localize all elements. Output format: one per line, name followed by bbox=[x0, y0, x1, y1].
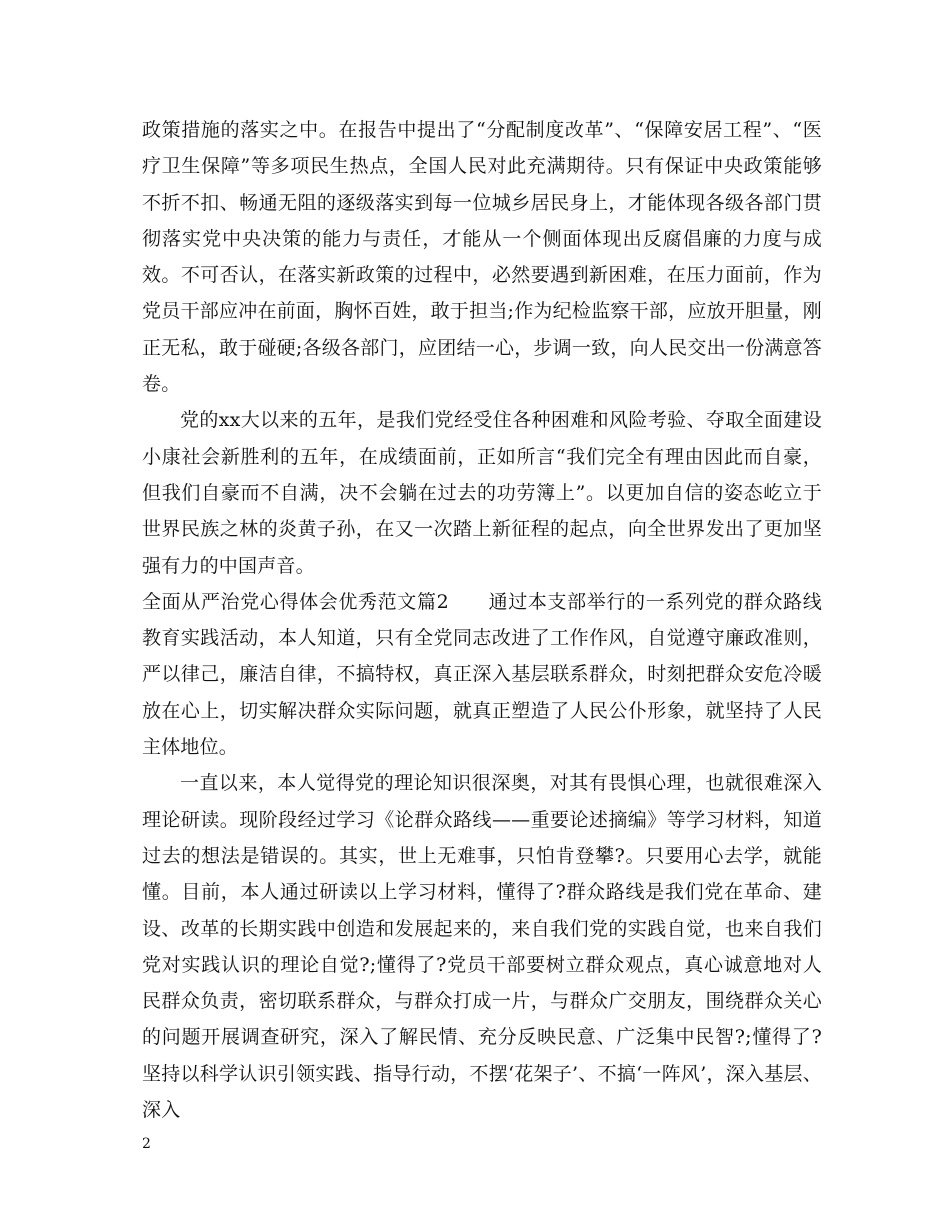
page-number: 2 bbox=[142, 1136, 151, 1152]
paragraph: 全面从严治党心得体会优秀范文篇2 通过本支部举行的一系列党的群众路线教育实践活动，本人知道，只有全党同志改进了工作作风，自觉遵守廉政准则，严以律己，廉洁自律，不搞特权，真正深入基层联系群众，时刻把群众安危冷暖放在心上，切实解决群众实际问题，就真正塑造了人民公仆形象，就坚持了人民主体地位。 bbox=[142, 590, 822, 759]
paragraph: 一直以来，本人觉得党的理论知识很深奥，对其有畏惧心理，也就很难深入理论研读。现阶段经过学习《论群众路线——重要论述摘编》等学习材料，知道过去的想法是错误的。其实，世上无难事，只怕肯登攀?。只要用心去学，就能懂。目前，本人通过研读以上学习材料，懂得了?群众路线是我们党在革命、建设、改革的长期实践中创造和发展起来的，来自我们党的实践自觉，也来自我们党对实践认识的理论自觉?;懂得了?党员干部要树立群众观点，真心诚意地对人民群众负责，密切联系群众，与群众打成一片，与群众广交朋友，围绕群众关心的问题开展调查研究，深入了解民情、充分反映民意、广泛集中民智?;懂得了?坚持以科学认识引领实践、指导行动，不摆‘花架子’、不搞‘一阵风’，深入基层、深入 bbox=[142, 772, 822, 1122]
paragraph: 党的xx大以来的五年，是我们党经受住各种困难和风险考验、夺取全面建设小康社会新胜利的五年，在成绩面前，正如所言“我们完全有理由因此而自豪，但我们自豪而不自满，决不会躺在过去的功劳簿上”。以更加自信的姿态屹立于世界民族之林的炎黄子孙，在又一次踏上新征程的起点，向全世界发出了更加坚强有力的中国声音。 bbox=[142, 409, 822, 577]
document-body bbox=[142, 112, 822, 1128]
paragraph: 政策措施的落实之中。在报告中提出了“分配制度改革”、“保障安居工程”、“医疗卫生保障”等多项民生热点，全国人民对此充满期待。只有保证中央政策能够不折不扣、畅通无阻的逐级落实到每一位城乡居民身上，才能体现各级各部门贯彻落实党中央决策的能力与责任，才能从一个侧面体现出反腐倡廉的力度与成效。不可否认，在落实新政策的过程中，必然要遇到新困难，在压力面前，作为党员干部应冲在前面，胸怀百姓，敢于担当;作为纪检监察干部，应放开胆量，刚正无私，敢于碰硬;各级各部门，应团结一心，步调一致，向人民交出一份满意答卷。 bbox=[142, 119, 822, 396]
